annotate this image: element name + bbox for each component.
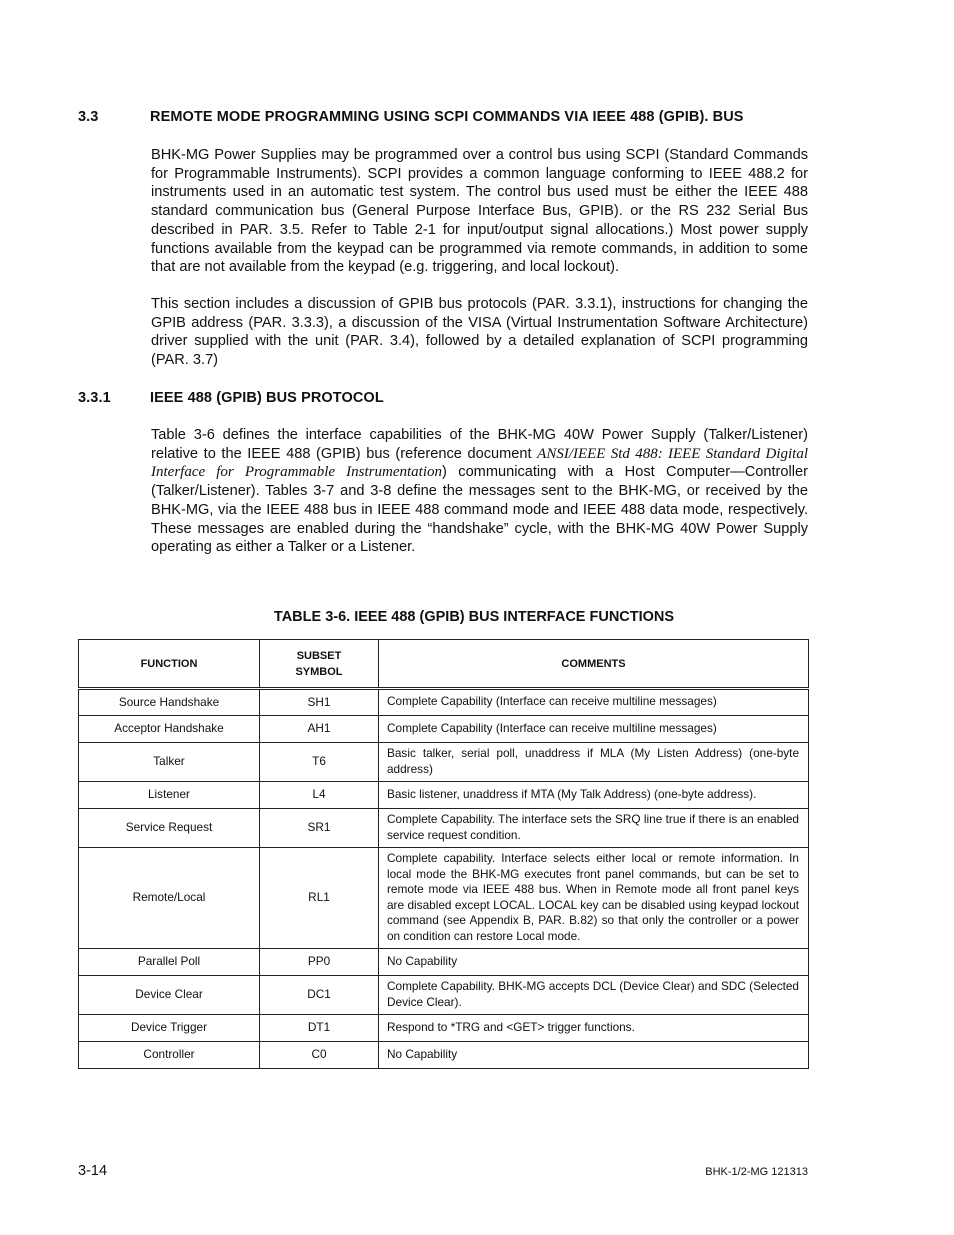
table-row bbox=[79, 689, 809, 716]
table-row bbox=[79, 949, 809, 976]
subset-symbol-cell: SR1 bbox=[260, 809, 379, 848]
comments-cell: Basic listener, unaddress if MTA (My Talk Address) (one-byte address). bbox=[379, 782, 809, 809]
function-cell: Listener bbox=[79, 782, 260, 809]
subset-symbol-cell: C0 bbox=[260, 1042, 379, 1069]
table-title-text: TABLE 3-6. IEEE 488 (GPIB) BUS INTERFACE FUNCTIONS bbox=[273, 609, 675, 625]
table-body bbox=[79, 689, 809, 1069]
header-function: FUNCTION bbox=[79, 640, 260, 689]
comments-cell: No Capability bbox=[379, 1042, 809, 1069]
comments-cell: Complete capability. Interface selects either local or remote information. In local mode the BHK-MG executes front panel commands, but can be set to remote mode via IEEE 488 bus. When in Remote mode all front panel keys are disabled except LOCAL. LOCAL key can be disabled using keypad lockout command (see Appendix B, PAR. B.82) so that only the controller or a power on condition can restore Local mode. bbox=[379, 848, 809, 949]
header-subset-symbol bbox=[260, 640, 379, 689]
function-cell: Talker bbox=[79, 743, 260, 782]
table-row bbox=[79, 716, 809, 743]
subset-symbol-cell: PP0 bbox=[260, 949, 379, 976]
section-title: REMOTE MODE PROGRAMMING USING SCPI COMMANDS VIA IEEE 488 (GPIB). BUS bbox=[150, 109, 744, 125]
protocol-paragraph bbox=[151, 426, 808, 557]
comments-cell: Complete Capability. The interface sets the SRQ line true if there is an enabled service request condition. bbox=[379, 809, 809, 848]
function-cell: Device Trigger bbox=[79, 1015, 260, 1042]
table-row bbox=[79, 848, 809, 949]
subset-symbol-cell: L4 bbox=[260, 782, 379, 809]
table-row bbox=[79, 809, 809, 848]
subset-symbol-cell: DT1 bbox=[260, 1015, 379, 1042]
function-cell: Device Clear bbox=[79, 976, 260, 1015]
function-cell: Parallel Poll bbox=[79, 949, 260, 976]
overview-paragraph: This section includes a discussion of GPIB bus protocols (PAR. 3.3.1), instructions for changing the GPIB address (PAR. 3.3.3), a discussion of the VISA (Virtual Instrumentation Software Architecture) driver supplied with the unit (PAR. 3.4), followed by a detailed explanation of SCPI programming (PAR. 3.7) bbox=[151, 296, 808, 369]
subset-symbol-cell: DC1 bbox=[260, 976, 379, 1015]
table-row bbox=[79, 976, 809, 1015]
reference-document-title: ANSI/IEEE Std 488: IEEE Standard Digital Interface for Programmable Instrumentation bbox=[151, 445, 808, 481]
function-cell: Controller bbox=[79, 1042, 260, 1069]
subset-symbol-cell: AH1 bbox=[260, 716, 379, 743]
intro-paragraph: BHK-MG Power Supplies may be programmed over a control bus using SCPI (Standard Commands for Programmable Instruments). SCPI provides a common language conforming to IEEE 488.2 for instruments used in an automatic test system. The control bus used must be either the IEEE 488 standard communication bus (General Purpose Interface Bus, GPIB). or the RS 232 Serial Bus described in PAR. 3.5. Refer to Table 2-1 for input/output signal allocations.) Most power supply functions available from the keypad can be programmed via remote commands, in addition to some that are not available from the keypad (e.g. triggering, and local lockout). bbox=[151, 147, 808, 276]
table-row bbox=[79, 1042, 809, 1069]
function-cell: Service Request bbox=[79, 809, 260, 848]
function-cell: Source Handshake bbox=[79, 689, 260, 716]
section-title: IEEE 488 (GPIB) BUS PROTOCOL bbox=[150, 390, 384, 406]
document-id: BHK-1/2-MG 121313 bbox=[705, 1166, 808, 1178]
table-title bbox=[0, 609, 954, 625]
comments-cell: Complete Capability (Interface can receive multiline messages) bbox=[379, 716, 809, 743]
comments-cell: Complete Capability (Interface can receive multiline messages) bbox=[379, 689, 809, 716]
function-cell: Acceptor Handshake bbox=[79, 716, 260, 743]
protocol-text-end: ) communicating with a Host Computer—Controller (Talker/Listener). Tables 3-7 and 3-8 define the messages sent to the BHK-MG, or received by the BHK-MG, via the IEEE 488 bus in IEEE 488 command mode and IEEE 488 data mode, respectively. These messages are enabled during the “handshake” cycle, with the BHK-MG 40W Power Supply operating as either a Talker or a Listener. bbox=[151, 464, 808, 556]
header-subset-symbol-text: SUBSET SYMBOL bbox=[295, 649, 343, 678]
table-header-row bbox=[79, 640, 809, 689]
page-number: 3-14 bbox=[78, 1163, 108, 1179]
subset-symbol-cell: T6 bbox=[260, 743, 379, 782]
header-comments: COMMENTS bbox=[379, 640, 809, 689]
subset-symbol-cell: SH1 bbox=[260, 689, 379, 716]
interface-functions-table bbox=[78, 639, 809, 1069]
table-row bbox=[79, 743, 809, 782]
comments-cell: Respond to *TRG and <GET> trigger functions. bbox=[379, 1015, 809, 1042]
comments-cell: Complete Capability. BHK-MG accepts DCL (Device Clear) and SDC (Selected Device Clear). bbox=[379, 976, 809, 1015]
table-row bbox=[79, 782, 809, 809]
section-number: 3.3.1 bbox=[78, 390, 111, 406]
table-row bbox=[79, 1015, 809, 1042]
subset-symbol-cell: RL1 bbox=[260, 848, 379, 949]
comments-cell: No Capability bbox=[379, 949, 809, 976]
comments-cell: Basic talker, serial poll, unaddress if MLA (My Listen Address) (one-byte address) bbox=[379, 743, 809, 782]
protocol-text-start: Table 3-6 defines the interface capabilities of the BHK-MG 40W Power Supply (Talker/Listener) relative to the IEEE 488 (GPIB) bus (reference document bbox=[151, 427, 808, 462]
section-number: 3.3 bbox=[78, 109, 99, 125]
function-cell: Remote/Local bbox=[79, 848, 260, 949]
